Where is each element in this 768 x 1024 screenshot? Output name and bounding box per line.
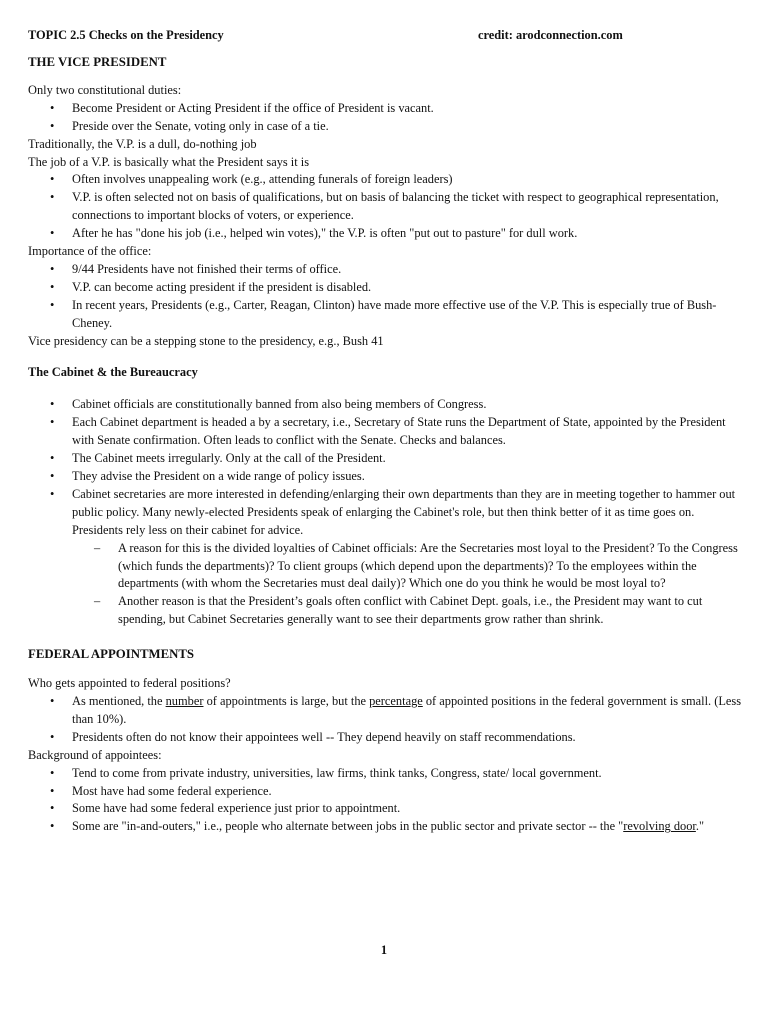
background-list — [28, 765, 744, 837]
list-item: • V.P. is often selected not on basis of qualifications, but on basis of balancing the ticket with respect to geographical representation, connections to important blocks of voters, or experience. — [28, 189, 744, 225]
list-item: • Most have had some federal experience. — [28, 783, 744, 801]
topic-title: TOPIC 2.5 Checks on the Presidency — [28, 28, 224, 42]
document-page — [28, 27, 744, 836]
list-item: • In recent years, Presidents (e.g., Carter, Reagan, Clinton) have made more effective use of the V.P. This is especially true of Bush-Cheney. — [28, 297, 744, 333]
list-item: • After he has "done his job (i.e., helped win votes)," the V.P. is often "put out to pasture" for dull work. — [28, 225, 744, 243]
vp-job-list — [28, 171, 744, 243]
list-item: • Presidents often do not know their appointees well -- They depend heavily on staff recommendations. — [28, 729, 744, 747]
list-item: • Some are "in-and-outers," i.e., people who alternate between jobs in the public sector and private sector -- the "revolving door." — [28, 818, 744, 836]
page-header — [28, 27, 744, 45]
vp-importance-list — [28, 261, 744, 333]
underlined-percentage: percentage — [369, 694, 423, 708]
cabinet-list — [28, 396, 744, 539]
list-item: • Preside over the Senate, voting only in case of a tie. — [28, 118, 744, 136]
cabinet-section-title: The Cabinet & the Bureaucracy — [28, 364, 198, 379]
list-item: • Often involves unappealing work (e.g., attending funerals of foreign leaders) — [28, 171, 744, 189]
vp-traditional-line: Traditionally, the V.P. is a dull, do-nothing job — [28, 136, 257, 151]
vp-intro: Only two constitutional duties: — [28, 82, 182, 97]
vp-section-title: THE VICE PRESIDENT — [28, 55, 167, 69]
list-item: – Another reason is that the President’s goals often conflict with Cabinet Dept. goals, i.e., the President may want to cut spending, but Cabinet Secretaries generally want to see their departments grow rather than shrink. — [28, 593, 744, 629]
appointments-question: Who gets appointed to federal positions? — [28, 676, 231, 691]
list-item: • The Cabinet meets irregularly. Only at the call of the President. — [28, 450, 744, 468]
credit-line: credit: arodconnection.com — [478, 28, 623, 42]
list-item: • Each Cabinet department is headed a by a secretary, i.e., Secretary of State runs the Department of State, appointed by the President with Senate confirmation. Often leads to conflict with the Senate. Checks and balances. — [28, 414, 744, 450]
list-item: • As mentioned, the number of appointments is large, but the percentage of appointed positions in the federal government is small. (Less than 10%). — [28, 693, 744, 729]
vp-importance-heading: Importance of the office: — [28, 244, 152, 259]
list-item: • 9/44 Presidents have not finished their terms of office. — [28, 261, 744, 279]
appointments-section-title: FEDERAL APPOINTMENTS — [28, 647, 195, 662]
vp-duties-list — [28, 100, 744, 136]
list-item: • Cabinet officials are constitutionally banned from also being members of Congress. — [28, 396, 744, 414]
underlined-revolving-door: revolving door — [623, 819, 696, 834]
list-item: • Some have had some federal experience just prior to appointment. — [28, 800, 744, 818]
list-item: • Cabinet secretaries are more interested in defending/enlarging their own departments than they are in meeting together to hammer out public policy. Many newly-elected Presidents speak of enlarging the Cabinet's role, but then think better of it as time goes on. Presidents rely less on their cabinet for advice. — [28, 486, 744, 540]
list-item: • They advise the President on a wide range of policy issues. — [28, 468, 744, 486]
list-item: – A reason for this is the divided loyalties of Cabinet officials: Are the Secretaries most loyal to the President? To the Congress (which funds the departments)? To client groups (which depend upon the departments)? To the employees within the departments (with whom the Secretaries must deal daily)? Which one do you think he would be most loyal to? — [28, 540, 744, 594]
list-item: • V.P. can become acting president if the president is disabled. — [28, 279, 744, 297]
list-item: • Become President or Acting President if the office of President is vacant. — [28, 100, 744, 118]
vp-stepping-stone: Vice presidency can be a stepping stone to the presidency, e.g., Bush 41 — [28, 333, 384, 348]
page-number: 1 — [380, 943, 388, 957]
underlined-number: number — [165, 694, 204, 708]
vp-job-line: The job of a V.P. is basically what the President says it is — [28, 154, 310, 169]
appointments-background-heading: Background of appointees: — [28, 747, 162, 762]
list-item: • Tend to come from private industry, universities, law firms, think tanks, Congress, state/ local government. — [28, 765, 744, 783]
appointments-list — [28, 693, 744, 747]
cabinet-sub-list — [28, 540, 744, 630]
